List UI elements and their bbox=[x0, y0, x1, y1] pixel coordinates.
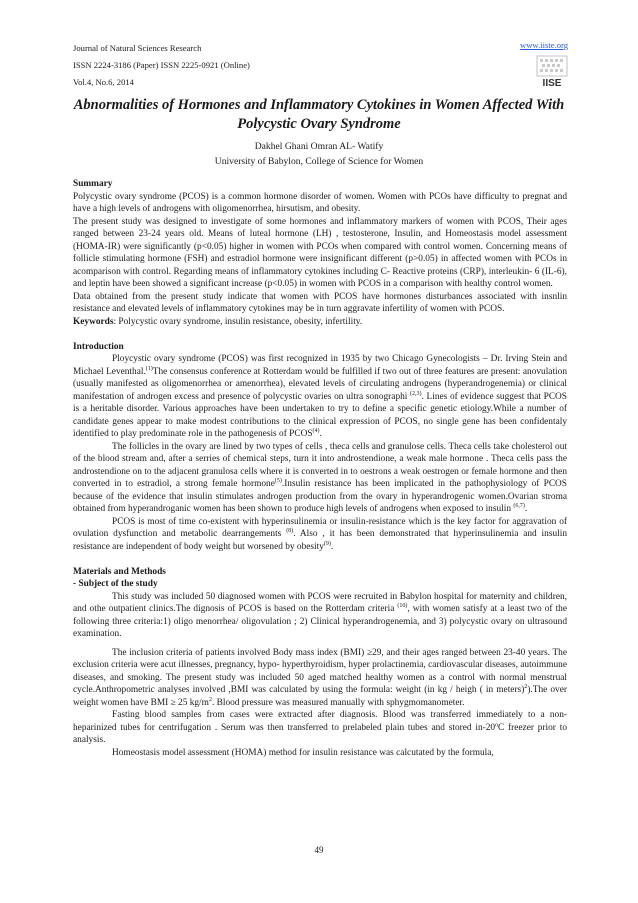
logo-text: IISE bbox=[542, 78, 562, 89]
iiste-logo bbox=[533, 52, 571, 90]
citation: (6,7) bbox=[513, 502, 525, 509]
citation: (8) bbox=[286, 527, 294, 534]
keywords-text: : Polycystic ovary syndrome, insulin resistance, obesity, infertility. bbox=[113, 316, 363, 327]
methods-paragraph: Fasting blood samples from cases were extracted after diagnosis. Blood was transferred immediately to a non- heparinized tubes for centrifugation . Serum was then transferred to prelabeled plain tubes and stored in-20ºC freezer prior to analysis. bbox=[73, 710, 567, 745]
citation: (10) bbox=[397, 602, 408, 609]
author-block bbox=[60, 139, 578, 169]
summary-paragraph: Data obtained from the present study indicate that women with PCOS have hormones disturbances associated with insnlin resistance and elevated levels of inflammatory cytokines may be in turn aggravate infertility of women with PCOS. bbox=[73, 291, 567, 314]
methods-paragraph: Homeostasis model assessment (HOMA) method for insulin resistance was calcutated by the formula, bbox=[112, 747, 494, 758]
journal-volume: Vol.4, No.6, 2014 bbox=[73, 76, 134, 87]
methods-subheading: - Subject of the study bbox=[73, 579, 158, 589]
citation: (5) bbox=[274, 477, 282, 484]
intro-paragraph: PCOS is most of time co-existent with hyperinsulinemia or insulin-resistance which is the key factor for aggravation of ovulation dysfunction and metabolic dearrangements $^{(8)}$. Also , it has been demonstrated that hyperinsulinemia and insulin resistance are independent of body weight but worsened by obesity$^{(9)}$. bbox=[73, 516, 567, 552]
citation: (4) bbox=[312, 427, 320, 434]
paper-body bbox=[73, 178, 567, 759]
summary-paragraph: Polycystic ovary syndrome (PCOS) is a common hormone disorder of women. Women with PCOs have difficulty to pregnat and have a high levels of androgens with oligomenorrhea, hirsutism, and obesity. bbox=[73, 191, 567, 214]
author-name: Dakhel Ghani Omran AL- Watify bbox=[254, 141, 384, 152]
methods-paragraph: The inclusion criteria of patients involved Body mass index (BMI) ≥29, and their ages ranged between 23-40 years. The exclusion criteria were acut illnesses, pregnancy, hypo- hyperthyroidism, hyper prolactinemia, cardiovascular diseases, autoimmune diseases, and smoking. The present study was included 50 aged matched healthy women as a control with normal menstrual cycle.Anthropometric analyses involved ,BMI was calculated by using the formula: weight (in kg / heigh ( in meters)$^2$).The over weight women have BMI ≥ 25 $kg/m^2$. Blood pressure was measured manually with sphygmomanometer. bbox=[73, 647, 567, 708]
intro-paragraph: Ploycystic ovary syndrome (PCOS) was first recognized in 1935 by two Chicago Gynecologists – Dr. Irving Stein and Michael Leventhal.$^{(1)}$The consensus conference at Rotterdam would be fulfilled if two out of three features are present: anovulation (usually manifested as oligomenorrhea or amenorrhea), elevated levels of circulating androgens (hyperandrogenemia) or clinical manifestation of androgen excess and presence of polycystic ovaries on ultra sonographi $^{(2,3)}$. Lines of evidence suggest that PCOS is a heritable disorder. Various approaches have been undertaken to try to define a specific genetic etiology.While a number of candidate genes appear to make modest contributions to the clinical expression of PCOS, no single gene has been confidentaly identified to play predominate role in the pathogenesis of PCOS$^{(4)}$. bbox=[73, 354, 567, 439]
citation: (2,3) bbox=[410, 390, 422, 397]
keywords-line bbox=[73, 316, 567, 329]
keywords-label: Keywords bbox=[73, 316, 114, 327]
page-number: 49 bbox=[314, 845, 324, 855]
citation: (9) bbox=[323, 540, 331, 547]
citation: (1) bbox=[145, 365, 153, 372]
journal-name: Journal of Natural Sciences Research bbox=[73, 43, 202, 53]
journal-website-link[interactable]: www.iiste.org bbox=[520, 40, 568, 50]
intro-paragraph: The follicles in the ovary are lined by two types of cells , theca cells and granulose cells. Theca cells take cholesterol out of the blood stream and, after a serries of chemical steps, turn it into androstendione, a weak male hormone . Theca cells pass the androstendione on to the adjacent granulosa cells where it is converted in to oestrons a weak oestrogen or female hormone and then converted in to estradiol, a strong female hormone$^{(5)}$.Insulin resistance has been implicated in the pathophysiology of PCOS because of the evidence that insulin stimulates androgen production from the ovary in hyperandrogenic women.Ovarian stroma obtained from hyperandroganic women has been shown to produce high levels of androgens when exposed to insulin $^{(6,7)}$. bbox=[73, 441, 568, 514]
summary-paragraph: The present study was designed to investigate of some hormones and inflammatory markers of women with PCOS, Their ages ranged between 23-24 years old. Means of luteal hormone (LH) , testosterone, Insulin, and Homeostasis model assessment (HOMA-IR) were significantly (p<0.05) higher in women with PCOs when compared with control women. Concerning means of follicle stimulating hormone (FSH) and estradiol hormone were insignificant different (p>0.05) in affected women with PCOs in acomparison with control. Regarding means of inflammatory cytokines including C- Reactive proteins (CRP), interleukin- 6 (IL-6), and leptin have been showed a significant increase (p<0.05) in women with PCOS in a comparison with healthy control women. bbox=[73, 216, 567, 289]
summary-heading: Summary bbox=[73, 179, 113, 189]
methods-heading: Materials and Methods bbox=[73, 566, 166, 577]
introduction-heading: Introduction bbox=[73, 341, 124, 352]
author-affiliation: University of Babylon, College of Science for Women bbox=[214, 156, 424, 167]
methods-paragraph: This study was included 50 diagnosed women with PCOS were recruited in Babylon hospital for maternity and children, and othe outpatient clinics.The dignosis of PCOS is based on the Rotterdam criteria $^{(10)}$, with women satisfy at a least two of the following three criteria:1) oligo menorrhea/ oligovulation ; 2) Clinical hyperandrogenemia, and 3) polycystic ovary on ultrasound examination. bbox=[73, 591, 567, 639]
journal-header bbox=[73, 40, 250, 90]
paper-title: Abnormalities of Hormones and Inflammatory Cytokines in Women Affected With Polycystic Ovary Syndrome bbox=[73, 97, 565, 132]
journal-issn: ISSN 2224-3186 (Paper) ISSN 2225-0921 (Online) bbox=[73, 59, 250, 70]
